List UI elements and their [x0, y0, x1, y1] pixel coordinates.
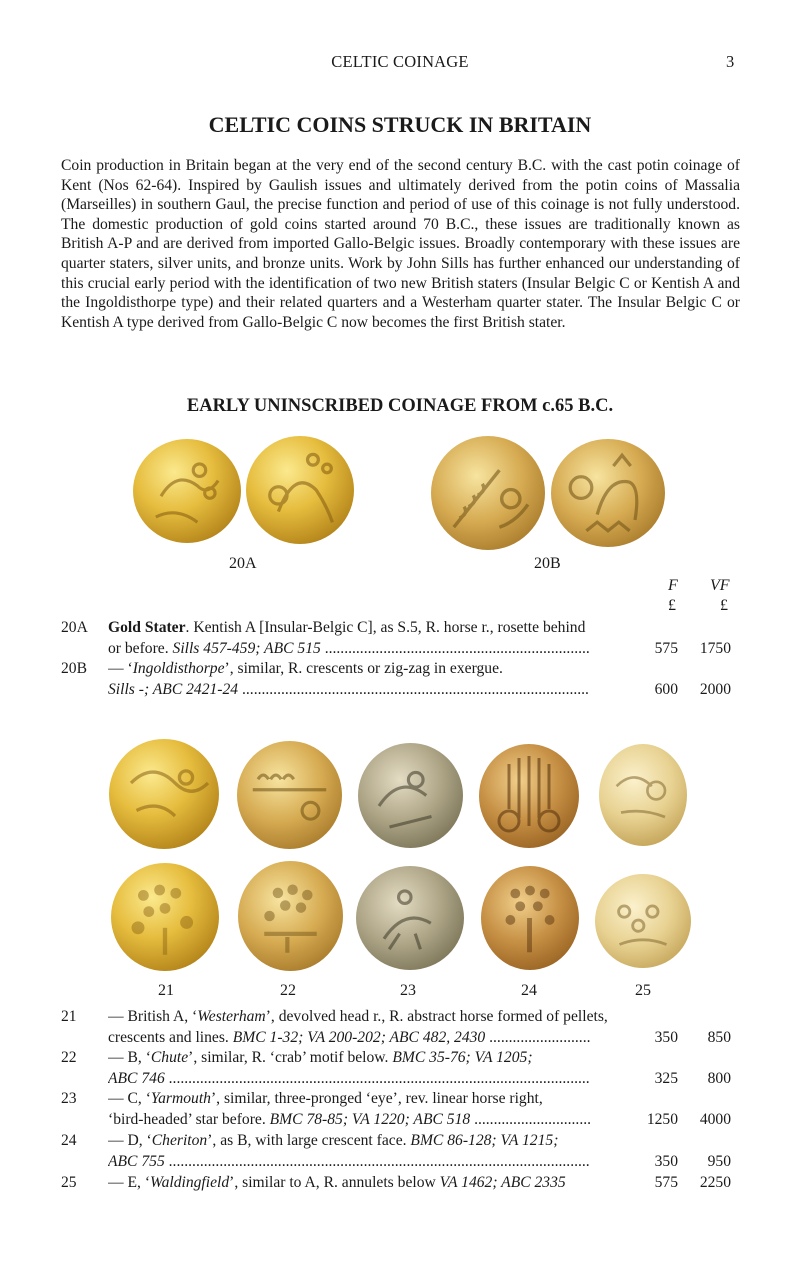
entry-references: BMC 35-76; VA 1205; [392, 1049, 533, 1066]
price-vf: 800 [707, 1070, 731, 1087]
entry-number: 20A [61, 619, 88, 636]
entry-description: . Kentish A [Insular-Belgic C], as S.5, R. horse r., rosette behind [185, 619, 586, 636]
entry-description-cont: or before. [108, 640, 173, 657]
coin-20a-reverse [246, 436, 354, 544]
price-f: 1250 [646, 1111, 678, 1128]
intro-paragraph: Coin production in Britain began at the very end of the second century B.C. with the cast potin coinage of Kent (Nos 62-64). Inspired by Gaulish issues and ultimately derived from the potin coins of Massalia (Marseilles) in southern Gaul, the precise function and period of use of this coinage is not fully understood. The domestic production of gold coins started around 70 B.C., these issues are traditionally known as British A-P and are derived from imported Gallo-Belgic issues. Broadly contemporary with these issues are quarter staters, silver units, and bronze units. Work by John Sills has further enhanced our understanding of this crucial early period with the identification of two new British staters (Insular Belgic C or Kentish A and the Ingoldisthorpe type) and their related quarters and a Westerham quarter stater. The Insular Belgic C or Kentish A type derived from Gallo-Belgic C now becomes the first British stater. [61, 157, 740, 331]
currency-symbol-vf: £ [720, 597, 728, 614]
price-vf: 2250 [699, 1174, 731, 1191]
catalog-entry-24 [0, 1130, 800, 1172]
entry-line-1 [108, 1172, 590, 1193]
entry-description: ’, similar to A, R. annulets below [229, 1174, 440, 1191]
coin-23-obverse [358, 743, 463, 848]
currency-symbol-f: £ [668, 597, 676, 614]
entry-description-cont: ‘bird-headed’ star before. [108, 1111, 270, 1128]
catalog-entry-20b [0, 658, 800, 700]
price-vf: 2000 [699, 681, 731, 698]
catalog-entry-22 [0, 1047, 800, 1089]
page-title: CELTIC COINS STRUCK IN BRITAIN [208, 112, 592, 137]
catalog-entry-21 [0, 1006, 800, 1048]
entry-type-name: Yarmouth [150, 1090, 211, 1107]
price-vf: 1750 [699, 640, 731, 657]
entry-line-1 [108, 1006, 648, 1027]
coin-label-25: 25 [635, 982, 651, 999]
price-f: 575 [654, 640, 678, 657]
entry-number: 21 [61, 1008, 77, 1025]
coin-label-24: 24 [521, 982, 537, 999]
column-header-f: F [668, 577, 678, 594]
entry-description: ’, similar, R. crescents or zig-zag in exergue. [224, 660, 503, 677]
section-subtitle: EARLY UNINSCRIBED COINAGE FROM c.65 B.C. [186, 396, 614, 416]
coin-25-obverse [599, 744, 687, 846]
coin-label-20b: 20B [534, 555, 561, 572]
entry-references: BMC 78-85; VA 1220; ABC 518 [269, 1111, 471, 1128]
entry-line-1 [108, 658, 590, 679]
coin-20a-obverse [133, 439, 241, 543]
price-vf: 4000 [699, 1111, 731, 1128]
catalog-entry-23 [0, 1088, 800, 1130]
price-f: 350 [654, 1153, 678, 1170]
entry-prefix: — B, ‘ [108, 1049, 151, 1066]
page-number: 3 [726, 52, 735, 71]
coin-label-21: 21 [158, 982, 174, 999]
coin-21-reverse [111, 863, 219, 971]
entry-references: VA 1462; ABC 2335 [439, 1174, 566, 1191]
entry-references-cont: ABC 755 [108, 1153, 165, 1170]
column-header-vf: VF [710, 577, 730, 594]
catalog-entry-20a [0, 617, 800, 659]
coin-22-reverse [238, 861, 343, 971]
price-f: 325 [654, 1070, 678, 1087]
entry-type-name: Chute [150, 1049, 189, 1066]
entry-line-2 [108, 679, 590, 700]
running-header: CELTIC COINAGE [331, 52, 469, 71]
coin-label-22: 22 [280, 982, 296, 999]
entry-number: 24 [61, 1132, 77, 1149]
entry-denomination: Gold Stater [108, 619, 186, 636]
entry-line-2 [108, 1027, 590, 1048]
entry-line-2 [108, 1109, 590, 1130]
coin-22-obverse [237, 741, 342, 849]
coin-24-reverse [481, 866, 579, 970]
entry-prefix: — D, ‘ [108, 1132, 152, 1149]
entry-references: Sills -; ABC 2421-24 [108, 681, 239, 698]
entry-line-1 [108, 617, 590, 638]
price-vf: 850 [707, 1029, 731, 1046]
entry-references-cont: ABC 746 [108, 1070, 165, 1087]
entry-number: 20B [61, 660, 87, 677]
entry-description: ’, similar, three-pronged ‘eye’, rev. linear horse right, [210, 1090, 543, 1107]
coin-20b-reverse [551, 439, 665, 547]
coin-24-obverse [479, 744, 579, 848]
entry-type-name: Waldingfield [150, 1174, 230, 1191]
entry-description: ’, devolved head r., R. abstract horse formed of pellets, [265, 1008, 608, 1025]
price-f: 575 [654, 1174, 678, 1191]
entry-description-cont: crescents and lines. [108, 1029, 233, 1046]
entry-type-name: Cheriton [151, 1132, 208, 1149]
entry-number: 23 [61, 1090, 77, 1107]
price-f: 600 [654, 681, 678, 698]
price-vf: 950 [707, 1153, 731, 1170]
entry-prefix: — E, ‘ [108, 1174, 151, 1191]
coin-20b-obverse [431, 436, 545, 550]
entry-description: ’, similar, R. ‘crab’ motif below. [188, 1049, 393, 1066]
entry-type-name: Ingoldisthorpe [132, 660, 225, 677]
coin-21-obverse [109, 739, 219, 849]
entry-prefix: — ‘ [108, 660, 133, 677]
coin-23-reverse [356, 866, 464, 970]
coin-25-reverse [595, 874, 691, 968]
entry-line-2 [108, 1151, 590, 1172]
entry-number: 22 [61, 1049, 77, 1066]
coin-label-23: 23 [400, 982, 416, 999]
entry-line-1 [108, 1088, 590, 1109]
entry-line-1 [108, 1130, 590, 1151]
entry-prefix: — British A, ‘ [108, 1008, 198, 1025]
entry-references: BMC 1-32; VA 200-202; ABC 482, 2430 [232, 1029, 486, 1046]
entry-number: 25 [61, 1174, 77, 1191]
entry-type-name: Westerham [197, 1008, 266, 1025]
entry-description: ’, as B, with large crescent face. [207, 1132, 411, 1149]
entry-line-2 [108, 1068, 590, 1089]
entry-references: BMC 86-128; VA 1215; [410, 1132, 559, 1149]
entry-line-2 [108, 638, 590, 659]
coin-label-20a: 20A [229, 555, 257, 572]
catalog-entry-25 [0, 1172, 800, 1194]
price-f: 350 [654, 1029, 678, 1046]
entry-references: Sills 457-459; ABC 515 [172, 640, 321, 657]
entry-line-1 [108, 1047, 590, 1068]
entry-prefix: — C, ‘ [108, 1090, 151, 1107]
